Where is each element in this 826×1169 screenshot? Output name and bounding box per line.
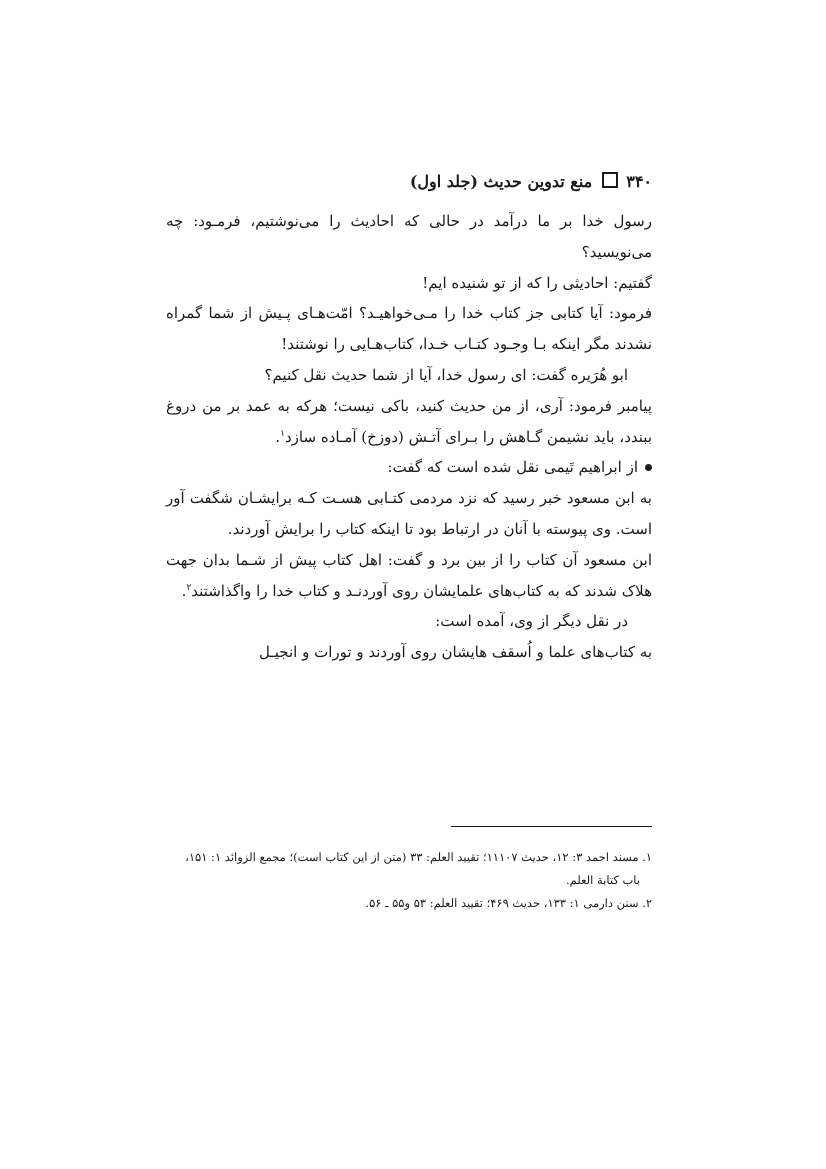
footnote-ref: ۱ (280, 428, 285, 439)
paragraph: به ابن مسعود خبر رسید که نزد مردمی کتـابی هسـت کـه برایشـان شگفت آور است. وی پیوسته با آنان در ارتباط بود تا اینکه کتاب را برایش آوردند. (166, 489, 652, 538)
paragraph: در نقل دیگر از وی، آمده است: (435, 612, 628, 631)
sentence-end: . (275, 427, 281, 446)
footnote-continuation: باب کتابة العلم. (565, 873, 640, 887)
paragraph-with-footnote (166, 391, 652, 453)
paragraph: ابو هُرَیره گفت: ای رسول خدا، آیا از شما حدیث نقل کنیم؟ (264, 365, 628, 384)
paragraph: گفتیم: احادیثی را که از تو شنیده ایم! (422, 273, 652, 292)
paragraph: فرمود: آیا کتابی جز کتاب خدا را مـی‌خواهیـد؟ امّت‌هـای پـیش از شما گمراه نشدند مگر اینکه بـا وجـود کتـاب خـدا، کتاب‌هـایی را نوشتند! (166, 304, 652, 354)
sentence-end: . (181, 581, 187, 600)
bullet-icon (645, 464, 652, 471)
footnote: ۱. مسند احمد ۳: ۱۲، حدیث ۱۱۱۰۷؛ تقیید العلم: ۳۳ (متن از این کتاب است)؛ مجمع الزوائد ۱: ۱۵۱، (185, 850, 652, 864)
page-body (166, 206, 652, 668)
footnote: ۲. سنن دارمی ۱: ۱۳۳، حدیث ۴۶۹؛ تقیید العلم: ۵۳ و۵۵ ـ ۵۶. (365, 896, 652, 910)
page-header (160, 170, 652, 194)
paragraph-with-footnote (166, 545, 652, 607)
page-number: ۳۴۰ (626, 172, 652, 191)
paragraph-text: ابن مسعود آن کتاب را از بین برد و گفت: اهل کتاب پیش از شـما بدان جهت هلاک شدند که به کتاب‌های علمایشان روی آوردنـد و کتاب خدا را واگذاشتند (166, 550, 652, 600)
bullet-paragraph (166, 452, 652, 483)
paragraph-text: پیامبر فرمود: آری، از من حدیث کنید، باکی نیست؛ هرکه به عمد بر من دروغ ببندد، باید نشیمن گـاهش را بـرای آتـش (دوزخ) آمـاده سازد (166, 396, 652, 446)
footnote-ref: ۲ (186, 582, 192, 593)
paragraph: به کتاب‌های علما و اُسقف هایشان روی آوردند و تورات و انجیـل (259, 643, 652, 662)
footnote-divider (451, 826, 652, 827)
page-title: منع تدوین حدیث (جلد اول) (409, 172, 593, 191)
paragraph: رسول خدا بر ما درآمد در حالی که احادیث را می‌نوشتیم، فرمـود: چه می‌نویسید؟ (166, 212, 652, 261)
paragraph-text: از ابراهیم تَیمی نقل شده است که گفت: (387, 458, 638, 477)
footnotes (160, 846, 652, 915)
square-box-icon (602, 172, 618, 188)
